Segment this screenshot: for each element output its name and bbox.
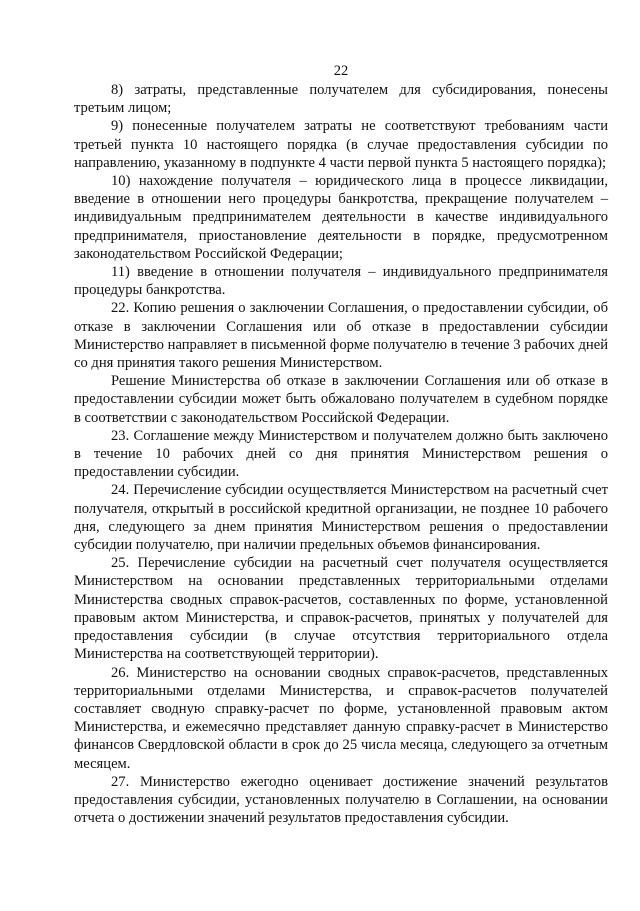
- paragraph-clause-23: 23. Соглашение между Министерством и получателем должно быть заключено в течение 10 рабочих дней со дня принятия Министерством решения о предоставлении субсидии.: [74, 427, 608, 481]
- page-number: 22: [333, 63, 349, 79]
- paragraph-clause-22: 22. Копию решения о заключении Соглашения, о предоставлении субсидии, об отказе в заключении Соглашения или об отказе в предоставлении субсидии Министерство направляет в письменной форме получателю в течение 3 рабочих дней со дня принятия такого решения Министерством.: [74, 300, 608, 372]
- paragraph-item-11: 11) введение в отношении получателя – индивидуального предпринимателя процедуры банкротства.: [74, 264, 608, 299]
- paragraph-clause-22-appeal: Решение Министерства об отказе в заключении Соглашения или об отказе в предоставлении субсидии может быть обжаловано получателем в судебном порядке в соответствии с законодательством Российской Федерации.: [74, 373, 608, 426]
- paragraph-clause-24: 24. Перечисление субсидии осуществляется Министерством на расчетный счет получателя, открытый в российской кредитной организации, не позднее 10 рабочего дня, следующего за днем принятия Министерством решения о предоставлении субсидии получателю, при наличии предельных объемов финансирования.: [74, 482, 608, 554]
- document-page: [74, 62, 608, 827]
- paragraph-item-8: 8) затраты, представленные получателем для субсидирования, понесены третьим лицом;: [74, 82, 608, 117]
- paragraph-item-9: 9) понесенные получателем затраты не соответствуют требованиям части третьей пункта 10 настоящего порядка (в случае предоставления субсидии по направлению, указанному в подпункте 4 части первой пункта 5 настоящего порядка);: [74, 118, 608, 171]
- paragraph-clause-26: 26. Министерство на основании сводных справок-расчетов, представленных территориальными отделами Министерства, и справок-расчетов получателей составляет сводную справку-расчет по форме, установленной правовым актом Министерства, и ежемесячно представляет данную справку-расчет в Министерство финансов Свердловской области в срок до 25 числа месяца, следующего за отчетным месяцем.: [74, 664, 608, 772]
- paragraph-clause-27: 27. Министерство ежегодно оценивает достижение значений результатов предоставления субсидии, установленных получателю в Соглашении, на основании отчета о достижении значений результатов предоставления субсидии.: [74, 773, 608, 827]
- paragraph-item-10: 10) нахождение получателя – юридического лица в процессе ликвидации, введение в отношении него процедуры банкротства, прекращение получателем – индивидуальным предпринимателем деятельности в качестве индивидуального предпринимателя, приостановление деятельности в порядке, предусмотренном законодательством Российской Федерации;: [74, 173, 608, 262]
- paragraph-clause-25: 25. Перечисление субсидии на расчетный счет получателя осуществляется Министерством на основании представленных территориальными отделами Министерства сводных справок-расчетов, составленных по форме, установленной правовым актом Министерства, и справок-расчетов, принятых у получателей для предоставления субсидии (в случае отсутствия территориального отдела Министерства на соответствующей территории).: [74, 555, 608, 663]
